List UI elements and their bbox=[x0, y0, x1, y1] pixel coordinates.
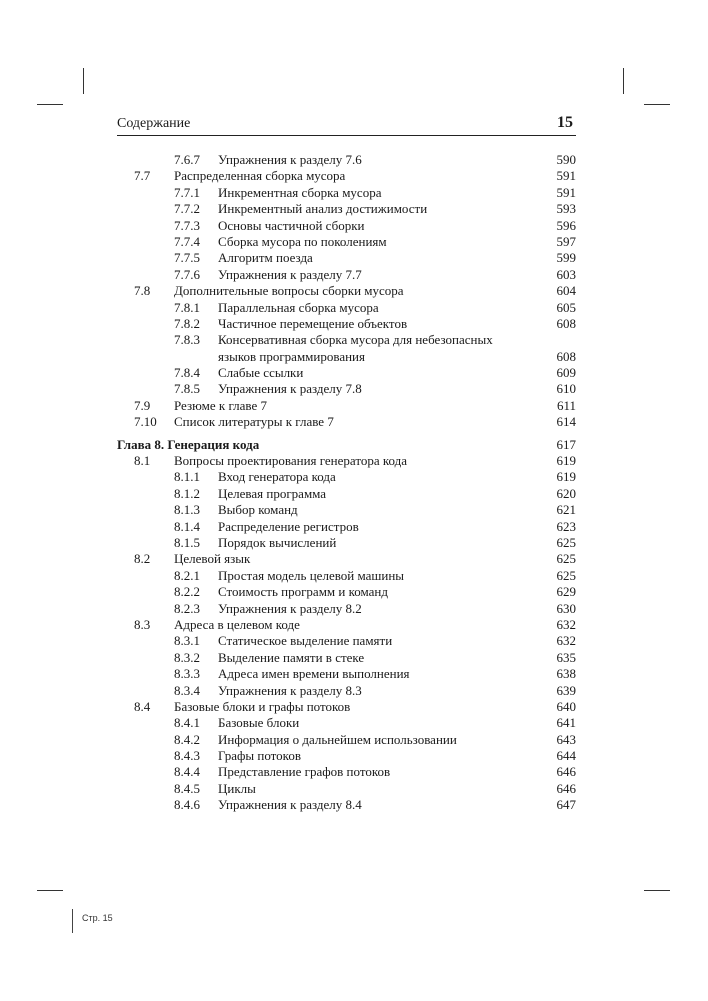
toc-subsection-number: 7.7.2 bbox=[174, 201, 200, 217]
toc-page-number: 590 bbox=[556, 152, 576, 167]
toc-entry bbox=[0, 699, 708, 715]
toc-entry bbox=[0, 748, 708, 764]
toc-page-number: 619 bbox=[556, 469, 576, 485]
toc-subsection-number: 8.3.1 bbox=[174, 633, 200, 649]
toc-entry bbox=[0, 316, 708, 332]
toc-subsection-number: 8.4.1 bbox=[174, 715, 200, 731]
toc-subsection-title: Инкрементная сборка мусора bbox=[218, 184, 382, 200]
toc-entry bbox=[0, 381, 708, 397]
toc-section-number: 8.4 bbox=[134, 698, 151, 714]
toc-entry bbox=[0, 218, 708, 234]
toc-page-number: 603 bbox=[556, 266, 576, 282]
toc-page-number: 591 bbox=[556, 168, 576, 184]
crop-mark bbox=[37, 890, 63, 891]
toc-subsection-title: Информация о дальнейшем использовании bbox=[218, 731, 457, 747]
toc-subsection-number: 8.4.6 bbox=[174, 797, 200, 813]
toc-subsection-number: 7.7.3 bbox=[174, 217, 200, 233]
toc-subsection-number: 7.6.7 bbox=[174, 152, 200, 167]
toc-page-number: 641 bbox=[556, 715, 576, 731]
toc-subsection-title: Слабые ссылки bbox=[218, 365, 304, 381]
toc-entry bbox=[0, 519, 708, 535]
toc-entry bbox=[0, 633, 708, 649]
toc-subsection-title: Простая модель целевой машины bbox=[218, 567, 405, 583]
toc-entry bbox=[0, 398, 708, 414]
toc-entry bbox=[0, 365, 708, 381]
toc-entry bbox=[0, 715, 708, 731]
toc-subsection-title: Основы частичной сборки bbox=[218, 217, 365, 233]
toc-page-number: 610 bbox=[556, 381, 576, 397]
toc-subsection-number: 8.4.3 bbox=[174, 748, 200, 764]
toc-subsection-number: 8.1.5 bbox=[174, 534, 200, 550]
toc-subsection-title: Инкрементный анализ достижимости bbox=[218, 201, 428, 217]
toc-subsection-number: 8.1.1 bbox=[174, 469, 200, 485]
toc-entry bbox=[0, 551, 708, 567]
toc-subsection-number: 8.4.5 bbox=[174, 780, 200, 796]
toc-section-number: 8.3 bbox=[134, 616, 151, 632]
crop-mark bbox=[644, 104, 670, 105]
toc-subsection-title: Статическое выделение памяти bbox=[218, 633, 393, 649]
toc-subsection-title: Вход генератора кода bbox=[218, 469, 336, 485]
toc-entry bbox=[0, 764, 708, 780]
toc-page-number: 604 bbox=[556, 283, 576, 299]
toc-section-number: 7.8 bbox=[134, 283, 151, 299]
toc-page-number: 632 bbox=[556, 616, 576, 632]
toc-subsection-title: Графы потоков bbox=[218, 748, 301, 764]
toc-subsection-title: Алгоритм поезда bbox=[218, 250, 313, 266]
toc-subsection-number: 8.1.3 bbox=[174, 502, 200, 518]
toc-page-number: 646 bbox=[556, 764, 576, 780]
toc-subsection-number: 8.4.4 bbox=[174, 764, 200, 780]
toc-page-number: 599 bbox=[556, 250, 576, 266]
toc-page-number: 630 bbox=[556, 600, 576, 616]
toc-page-number: 647 bbox=[556, 797, 576, 813]
toc-page-number: 639 bbox=[556, 682, 576, 698]
toc-entry bbox=[0, 283, 708, 299]
toc-entry bbox=[0, 437, 708, 453]
toc-subsection-title: Консервативная сборка мусора для небезопасных bbox=[218, 332, 493, 348]
toc-title-continuation: языков программирования bbox=[218, 348, 365, 364]
toc-entry bbox=[0, 732, 708, 748]
toc-entry bbox=[0, 617, 708, 633]
toc-page-number: 623 bbox=[556, 518, 576, 534]
toc-entry bbox=[0, 781, 708, 797]
toc-subsection-title: Упражнения к разделу 8.3 bbox=[218, 682, 362, 698]
toc-entry bbox=[0, 683, 708, 699]
toc-section-title: Резюме к главе 7 bbox=[174, 397, 267, 413]
toc-subsection-number: 8.3.3 bbox=[174, 666, 200, 682]
crop-mark bbox=[644, 890, 670, 891]
header-rule bbox=[117, 135, 576, 136]
toc-page-number: 646 bbox=[556, 780, 576, 796]
toc-subsection-number: 8.1.4 bbox=[174, 518, 200, 534]
crop-mark bbox=[83, 68, 84, 94]
toc-section-number: 8.1 bbox=[134, 453, 151, 469]
toc-page-number: 625 bbox=[556, 534, 576, 550]
toc-entry bbox=[0, 535, 708, 551]
toc-page-number: 644 bbox=[556, 748, 576, 764]
toc-section-number: 7.10 bbox=[134, 414, 157, 430]
toc-subsection-title: Циклы bbox=[218, 780, 256, 796]
header-page-number: 15 bbox=[557, 114, 573, 131]
toc-subsection-title: Параллельная сборка мусора bbox=[218, 299, 379, 315]
table-of-contents bbox=[0, 152, 708, 814]
toc-section-number: 8.2 bbox=[134, 551, 151, 567]
toc-entry bbox=[0, 185, 708, 201]
toc-section-title: Адреса в целевом коде bbox=[174, 616, 300, 632]
toc-entry bbox=[0, 300, 708, 316]
toc-subsection-number: 7.8.5 bbox=[174, 381, 200, 397]
toc-page-number: 609 bbox=[556, 365, 576, 381]
toc-subsection-title: Частичное перемещение объектов bbox=[218, 315, 408, 331]
toc-page-number: 596 bbox=[556, 217, 576, 233]
toc-entry bbox=[0, 201, 708, 217]
toc-subsection-title: Представление графов потоков bbox=[218, 764, 391, 780]
toc-subsection-title: Упражнения к разделу 8.4 bbox=[218, 797, 362, 813]
toc-page-number: 608 bbox=[556, 315, 576, 331]
header-title: Содержание bbox=[117, 116, 191, 131]
toc-subsection-number: 7.7.6 bbox=[174, 266, 200, 282]
toc-page-number: 625 bbox=[556, 551, 576, 567]
toc-subsection-title: Упражнения к разделу 8.2 bbox=[218, 600, 362, 616]
toc-subsection-title: Адреса имен времени выполнения bbox=[218, 666, 410, 682]
toc-subsection-number: 7.7.5 bbox=[174, 250, 200, 266]
running-header bbox=[117, 114, 576, 134]
toc-section-title: Целевой язык bbox=[174, 551, 251, 567]
toc-subsection-number: 7.7.4 bbox=[174, 233, 200, 249]
crop-mark bbox=[623, 68, 624, 94]
toc-entry bbox=[0, 502, 708, 518]
toc-entry bbox=[0, 666, 708, 682]
toc-page-number: 635 bbox=[556, 649, 576, 665]
toc-entry bbox=[0, 486, 708, 502]
toc-subsection-number: 7.7.1 bbox=[174, 184, 200, 200]
toc-page-number: 625 bbox=[556, 567, 576, 583]
toc-page-number: 605 bbox=[556, 299, 576, 315]
toc-subsection-number: 8.2.2 bbox=[174, 584, 200, 600]
toc-section-title: Дополнительные вопросы сборки мусора bbox=[174, 283, 404, 299]
toc-subsection-title: Упражнения к разделу 7.7 bbox=[218, 266, 362, 282]
toc-subsection-number: 8.1.2 bbox=[174, 485, 200, 501]
toc-subsection-title: Порядок вычислений bbox=[218, 534, 337, 550]
toc-page-number: 617 bbox=[556, 436, 576, 452]
toc-subsection-title: Упражнения к разделу 7.6 bbox=[218, 152, 362, 167]
toc-section-number: 7.7 bbox=[134, 168, 151, 184]
toc-subsection-number: 8.2.3 bbox=[174, 600, 200, 616]
toc-entry bbox=[0, 250, 708, 266]
toc-subsection-number: 8.3.2 bbox=[174, 649, 200, 665]
footer-label: Стр. 15 bbox=[82, 913, 113, 923]
toc-subsection-title: Целевая программа bbox=[218, 485, 327, 501]
toc-subsection-title: Стоимость программ и команд bbox=[218, 584, 389, 600]
toc-subsection-title: Упражнения к разделу 7.8 bbox=[218, 381, 362, 397]
toc-subsection-number: 7.8.3 bbox=[174, 332, 200, 348]
toc-section-title: Распределенная сборка мусора bbox=[174, 168, 346, 184]
toc-entry bbox=[0, 267, 708, 283]
toc-subsection-number: 7.8.4 bbox=[174, 365, 200, 381]
toc-subsection-number: 8.4.2 bbox=[174, 731, 200, 747]
toc-page-number: 632 bbox=[556, 633, 576, 649]
toc-entry bbox=[0, 332, 708, 348]
toc-page-number: 621 bbox=[556, 502, 576, 518]
toc-page-number: 640 bbox=[556, 698, 576, 714]
toc-entry bbox=[0, 152, 708, 168]
toc-subsection-title: Распределение регистров bbox=[218, 518, 359, 534]
toc-subsection-number: 7.8.2 bbox=[174, 315, 200, 331]
toc-subsection-number: 7.8.1 bbox=[174, 299, 200, 315]
toc-page-number: 614 bbox=[556, 414, 576, 430]
toc-subsection-number: 8.3.4 bbox=[174, 682, 200, 698]
toc-page-number: 643 bbox=[556, 731, 576, 747]
toc-subsection-number: 8.2.1 bbox=[174, 567, 200, 583]
toc-entry bbox=[0, 469, 708, 485]
toc-subsection-title: Выбор команд bbox=[218, 502, 298, 518]
crop-mark bbox=[37, 104, 63, 105]
footer-crop-line bbox=[72, 909, 73, 933]
toc-section-number: 7.9 bbox=[134, 397, 151, 413]
toc-entry bbox=[0, 168, 708, 184]
toc-entry bbox=[0, 601, 708, 617]
toc-section-title: Список литературы к главе 7 bbox=[174, 414, 334, 430]
toc-entry bbox=[0, 568, 708, 584]
toc-section-title: Вопросы проектирования генератора кода bbox=[174, 453, 408, 469]
toc-entry bbox=[0, 453, 708, 469]
toc-entry bbox=[0, 584, 708, 600]
toc-page-number: 608 bbox=[556, 348, 576, 364]
toc-page-number: 593 bbox=[556, 201, 576, 217]
toc-entry bbox=[0, 650, 708, 666]
toc-subsection-title: Базовые блоки bbox=[218, 715, 300, 731]
toc-page-number: 611 bbox=[556, 397, 576, 413]
toc-entry bbox=[0, 414, 708, 430]
toc-section-title: Базовые блоки и графы потоков bbox=[174, 698, 351, 714]
toc-page-number: 620 bbox=[556, 485, 576, 501]
toc-page-number: 597 bbox=[556, 233, 576, 249]
toc-subsection-title: Сборка мусора по поколениям bbox=[218, 233, 387, 249]
toc-entry bbox=[0, 797, 708, 813]
toc-entry bbox=[0, 349, 708, 365]
toc-subsection-title: Выделение памяти в стеке bbox=[218, 649, 365, 665]
toc-page-number: 619 bbox=[556, 453, 576, 469]
toc-entry bbox=[0, 234, 708, 250]
toc-chapter-title: Глава 8. Генерация кода bbox=[117, 436, 260, 452]
toc-page-number: 638 bbox=[556, 666, 576, 682]
toc-page-number: 629 bbox=[556, 584, 576, 600]
toc-page-number: 591 bbox=[556, 184, 576, 200]
